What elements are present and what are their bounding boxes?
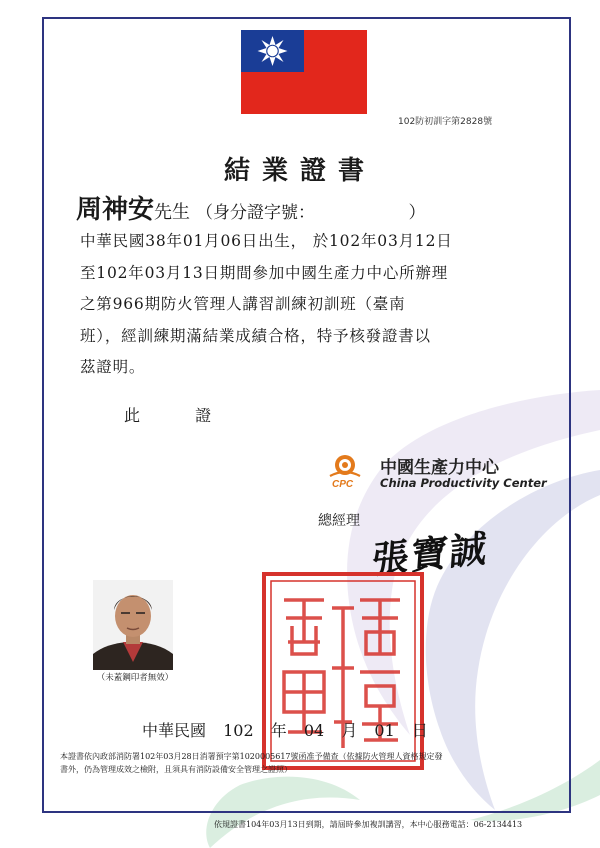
certificate-body	[80, 226, 530, 384]
footer-note: 依規證書104年03月13日到期，請屆時參加複訓講習，本中心服務電話：06-2134413	[214, 820, 523, 829]
cpc-logo-text: CPC	[332, 479, 354, 490]
date-year-unit: 年	[270, 721, 287, 740]
issue-date	[142, 718, 428, 741]
date-year: 102	[223, 721, 254, 740]
body-line: 中華民國38年01月06日出生， 於102年03月12日	[80, 232, 453, 250]
organization-name-en: China Productivity Center	[380, 476, 547, 490]
roc-flag-icon	[241, 30, 367, 114]
cpc-logo-icon	[326, 452, 382, 490]
recipient-photo	[93, 580, 173, 670]
attestation-text: 此 證	[124, 406, 212, 425]
handwritten-signature: 張寶誠	[370, 525, 491, 583]
body-line: 茲證明。	[80, 358, 146, 376]
recipient-line	[76, 189, 426, 226]
date-day-unit: 日	[411, 721, 428, 740]
photo-caption: （未蓋鋼印者無效）	[96, 673, 174, 683]
body-line: 班），經訓練期滿結業成績合格，特予核發證書以	[80, 326, 431, 345]
recipient-honorific: 先生	[154, 202, 191, 223]
date-month-unit: 月	[341, 721, 358, 740]
date-day: 01	[374, 721, 395, 740]
date-era: 中華民國	[142, 721, 207, 740]
body-line: 之第966期防火管理人講習訓練初訓班（臺南	[80, 295, 406, 313]
date-month: 04	[303, 721, 325, 740]
note-line: 本證書依內政部消防署102年03月28日消署預字第1020005617號函准予備查（依據防火管理人資格規定發	[60, 752, 443, 761]
certificate-note	[60, 750, 560, 776]
id-number-label: （身分證字號： ）	[196, 203, 426, 223]
organization-name-zh: 中國生產力中心	[380, 458, 499, 478]
certificate-title: 結業證書	[223, 156, 376, 186]
recipient-name: 周神安	[76, 195, 155, 225]
body-line: 至102年03月13日期間參加中國生產力中心所辦理	[80, 263, 449, 282]
general-manager-label: 總經理	[318, 513, 360, 529]
document-number: 102防初訓字第2828號	[398, 117, 493, 127]
note-line: 書外，仍為管理成效之檢附，且須具有消防設備安全管理之證照）	[60, 765, 292, 774]
